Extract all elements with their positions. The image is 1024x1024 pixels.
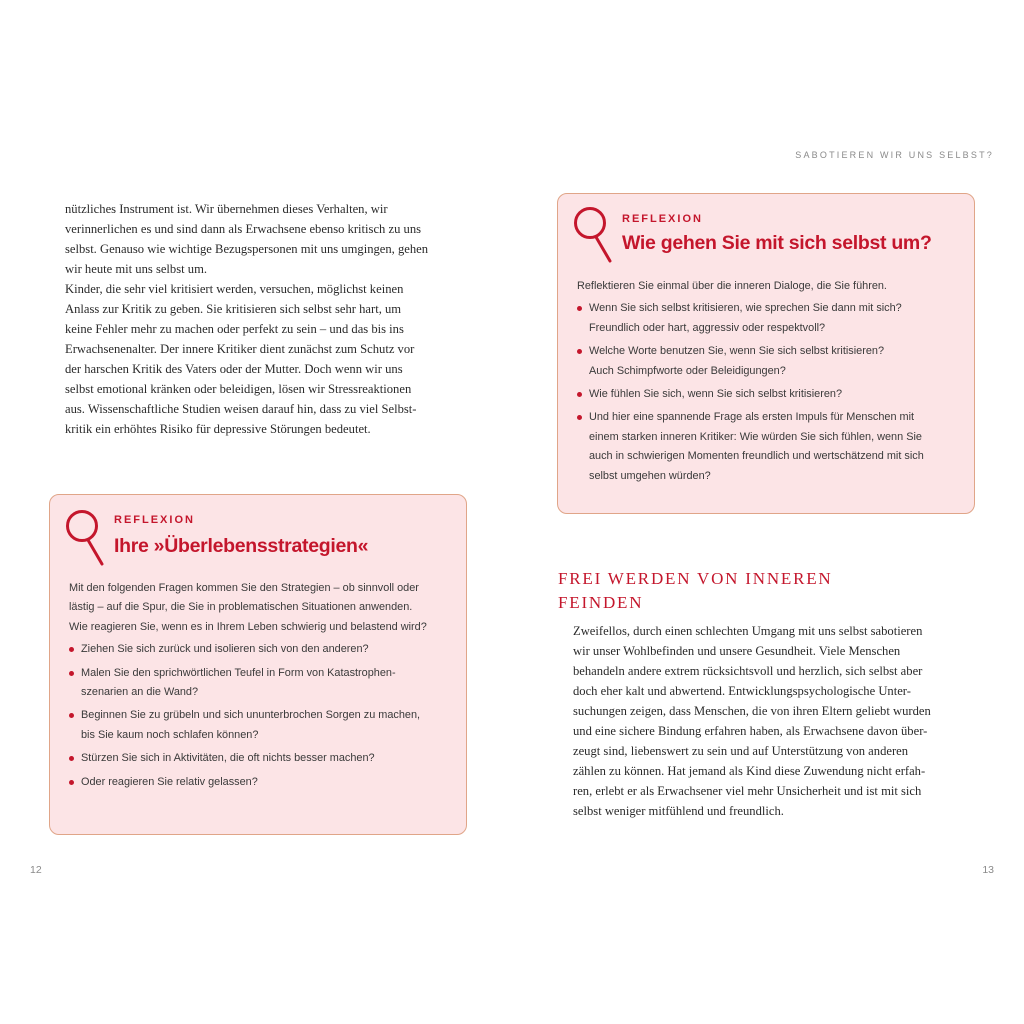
- paragraph-line: selbst weniger mitfühlend und freundlich.: [573, 804, 784, 818]
- intro-line: Reflektieren Sie einmal über die inneren Dialoge, die Sie führen.: [577, 280, 887, 292]
- bullet-item: [577, 385, 963, 404]
- box-heading: Ihre »Überlebensstrategien«: [114, 535, 369, 557]
- reflexion-box-survival-strategies: [49, 494, 467, 835]
- bullet-line: Oder reagieren Sie relativ gelassen?: [81, 775, 258, 788]
- reflexion-box-self-treatment: [557, 193, 975, 514]
- paragraph-line: kritik ein erhöhtes Risiko für depressive Störungen bedeutet.: [65, 422, 371, 436]
- box-eyebrow: REFLEXION: [622, 213, 703, 225]
- bullet-line: Beginnen Sie zu grübeln und sich ununterbrochen Sorgen zu machen,: [81, 709, 421, 722]
- bullet-item: [69, 773, 455, 792]
- bullet-item: [577, 299, 963, 338]
- bullet-line: einem starken inneren Kritiker: Wie würden Sie sich fühlen, wenn Sie: [589, 430, 922, 443]
- box-body: [69, 579, 455, 796]
- paragraph-line: nützliches Instrument ist. Wir übernehmen dieses Verhalten, wir: [65, 202, 388, 216]
- intro-line: lästig – auf die Spur, die Sie in problematischen Situationen anwenden.: [69, 601, 413, 614]
- bullet-line: Wenn Sie sich selbst kritisieren, wie sprechen Sie dann mit sich?: [589, 302, 902, 315]
- box-heading: Wie gehen Sie mit sich selbst um?: [622, 232, 932, 254]
- box-body: [577, 277, 963, 490]
- box-intro: [577, 277, 963, 296]
- paragraph-line: Erwachsenenalter. Der innere Kritiker dient zunächst zum Schutz vor: [65, 342, 415, 356]
- paragraph-line: zeugt sind, liebenswert zu sein und auf Unterstützung von anderen: [573, 744, 909, 758]
- intro-line: Mit den folgenden Fragen kommen Sie den Strategien – ob sinnvoll oder: [69, 582, 419, 594]
- page-number-left: 12: [30, 864, 42, 876]
- bullet-line: Wie fühlen Sie sich, wenn Sie sich selbst kritisieren?: [589, 388, 843, 401]
- running-head: SABOTIEREN WIR UNS SELBST?: [795, 150, 994, 160]
- section-heading: [558, 567, 958, 615]
- page-number-right: 13: [982, 864, 994, 876]
- bullet-item: [69, 664, 455, 703]
- bullet-item: [69, 749, 455, 768]
- bullet-line: Ziehen Sie sich zurück und isolieren sich von den anderen?: [81, 643, 369, 656]
- bullet-line: bis Sie kaum noch schlafen können?: [81, 728, 259, 741]
- paragraph-line: keine Fehler mehr zu machen oder perfekt zu sein – und das bis ins: [65, 322, 404, 336]
- bullet-item: [69, 640, 455, 659]
- paragraph-line: selbst emotional kränken oder beleidigen, lösen wir Stressreaktionen: [65, 382, 412, 396]
- paragraph-line: der harschen Kritik des Vaters oder der Mutter. Doch wenn wir uns: [65, 362, 403, 376]
- intro-line: Wie reagieren Sie, wenn es in Ihrem Leben schwierig und belastend wird?: [69, 620, 427, 633]
- bullet-line: Und hier eine spannende Frage als ersten Impuls für Menschen mit: [589, 411, 915, 424]
- section-heading-line: FREI WERDEN VON INNEREN: [558, 569, 833, 588]
- paragraph-line: Kinder, die sehr viel kritisiert werden, versuchen, möglichst keinen: [65, 282, 404, 296]
- bullet-item: [577, 408, 963, 486]
- paragraph-line: und eine sichere Bindung erfahren haben, als Erwachsene davon über-: [573, 724, 928, 738]
- paragraph-line: wir heute mit uns selbst um.: [65, 262, 208, 276]
- magnifier-icon: [64, 509, 108, 567]
- bullet-item: [577, 342, 963, 381]
- paragraph-line: doch eher kalt und abwertend. Entwicklungspsychologische Unter-: [573, 684, 911, 698]
- bullet-line: auch in schwierigen Momenten freundlich und wertschätzend mit sich: [589, 450, 924, 463]
- bullet-line: Freundlich oder hart, aggressiv oder respektvoll?: [589, 321, 826, 334]
- paragraph-line: aus. Wissenschaftliche Studien weisen darauf hin, dass zu viel Selbst-: [65, 402, 417, 416]
- paragraph-line: suchungen zeigen, dass Menschen, die von ihren Eltern geliebt wurden: [573, 704, 931, 718]
- box-eyebrow: REFLEXION: [114, 514, 195, 526]
- paragraph-line: wir unser Wohlbefinden und unsere Gesundheit. Viele Menschen: [573, 644, 901, 658]
- paragraph-line: verinnerlichen es und sind dann als Erwachsene ebenso kritisch zu uns: [65, 222, 422, 236]
- paragraph-line: behandeln andere extrem rücksichtsvoll und herzlich, sich selbst aber: [573, 664, 923, 678]
- bullet-line: Stürzen Sie sich in Aktivitäten, die oft nichts besser machen?: [81, 752, 375, 765]
- paragraph-line: Anlass zur Kritik zu geben. Sie kritisieren sich selbst sehr hart, um: [65, 302, 402, 316]
- section-heading-line: FEINDEN: [558, 593, 644, 612]
- bullet-item: [69, 706, 455, 745]
- bullet-line: Welche Worte benutzen Sie, wenn Sie sich selbst kritisieren?: [589, 345, 884, 358]
- bullet-line: Auch Schimpfworte oder Beleidigungen?: [589, 364, 786, 377]
- box-intro: [69, 579, 455, 637]
- magnifier-icon: [572, 206, 616, 264]
- left-body-text: [65, 199, 465, 439]
- bullet-list: [577, 299, 963, 486]
- paragraph-line: ren, erlebt er als Erwachsener viel mehr Unsicherheit und ist mit sich: [573, 784, 922, 798]
- bullet-list: [69, 640, 455, 792]
- paragraph-line: zählen zu können. Hat jemand als Kind diese Zuwendung nicht erfah-: [573, 764, 926, 778]
- bullet-line: szenarien an die Wand?: [81, 686, 199, 699]
- paragraph-line: Zweifellos, durch einen schlechten Umgang mit uns selbst sabotieren: [573, 624, 923, 638]
- bullet-line: selbst umgehen würden?: [589, 469, 711, 482]
- paragraph-line: selbst. Genauso wie wichtige Bezugspersonen mit uns umgingen, gehen: [65, 242, 429, 256]
- bullet-line: Malen Sie den sprichwörtlichen Teufel in Form von Katastrophen-: [81, 666, 396, 679]
- right-body-text: [573, 621, 968, 821]
